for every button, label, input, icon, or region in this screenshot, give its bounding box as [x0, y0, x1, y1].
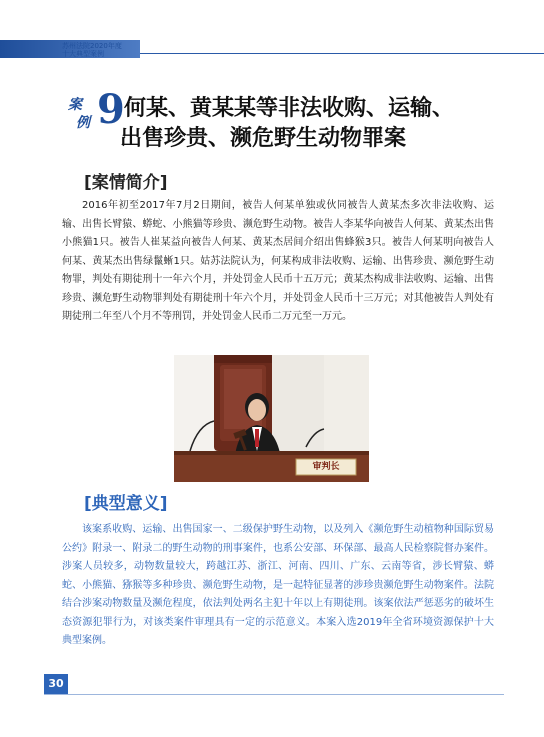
header-label — [62, 42, 182, 58]
header-line-2: 十大典型案例 — [62, 50, 104, 58]
significance-heading: [典型意义] — [84, 494, 168, 514]
significance-paragraph: 该案系收购、运输、出售国家一、二级保护野生动物，以及列入《濒危野生动植物种国际贸易公约》附录一、附录二的野生动物的刑事案件，也系公安部、环保部、最高人民检察院督办案件。涉案人员较多，动物数量较大，跨越江苏、浙江、河南、四川、广东、云南等省，涉长臂猿、蟒蛇、小熊猫、猕猴等多种珍贵、濒危野生动物，是一起特征显著的涉珍贵濒危野生动物案件。法院结合涉案动物数量及濒危程度，依法判处两名主犯十年以上有期徒刑。该案依法严惩恶劣的破坏生态资源犯罪行为，对该类案件审理具有一定的示范意义。本案入选2019年全省环境资源保护十大典型案例。 — [62, 524, 494, 646]
case-badge-line-2: 例 — [76, 115, 90, 131]
case-badge — [68, 94, 100, 142]
summary-paragraph: 2016年初至2017年7月2日期间，被告人何某单独或伙同被告人黄某杰多次非法收购、运输、出售长臂猿、蟒蛇、小熊猫等珍贵、濒危野生动物。被告人李某华向被告人何某、黄某杰出售小熊猫1只。被告人崔某益向被告人何某、黄某杰居间介绍出售蜂猴3只。被告人何某明向被告人何某、黄某杰出售绿鬣蜥1只。姑苏法院认为，何某构成非法收购、运输、出售珍贵、濒危野生动物罪，判处有期徒刑十一年六个月，并处罚金人民币十五万元；黄某杰构成非法收购、运输、出售珍贵、濒危野生动物罪判处有期徒刑十年六个月，并处罚金人民币十三万元；对其他被告人判处有期徒刑二年至八个月不等刑罚，并处罚金人民币二万元至一万元。 — [62, 200, 494, 322]
case-badge-line-1: 案 — [68, 97, 82, 113]
header-rule — [140, 53, 544, 54]
summary-heading: [案情简介] — [84, 173, 168, 193]
case-title-line-2: 出售珍贵、濒危野生动物罪案 — [120, 126, 407, 151]
footer-rule — [44, 694, 504, 695]
nameplate-text: 审判长 — [312, 462, 340, 472]
case-title — [120, 94, 524, 154]
header-line-1: 苏州法院2020年度 — [62, 42, 122, 50]
significance-heading-text: 典型意义 — [91, 494, 160, 514]
page-number: 30 — [44, 674, 68, 694]
summary-heading-text: 案情简介 — [91, 173, 160, 193]
case-title-line-1: 何某、黄某某等非法收购、运输、 — [124, 96, 455, 121]
case-number: 9 — [97, 86, 125, 133]
courtroom-photo — [174, 355, 369, 482]
